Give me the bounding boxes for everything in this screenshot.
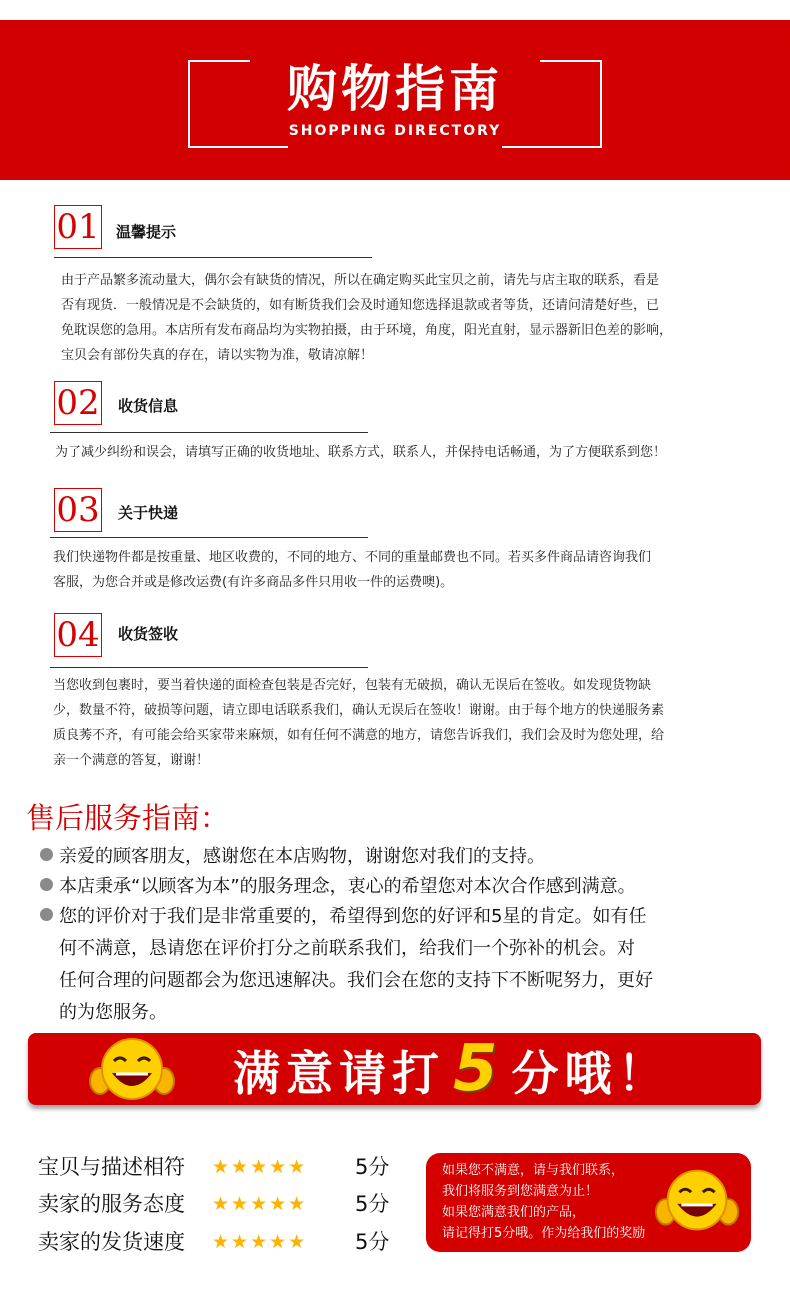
page-title: 购物指南 [287,60,503,118]
note-box: 如果您不满意，请与我们联系， 我们将服务到您满意为止！ 如果您满意我们的产品， 请记得打5分哦。作为给我们的奖励 [426,1153,751,1252]
rating-score: 5分 [355,1155,390,1179]
rating-score: 5分 [355,1230,390,1254]
star-rating: ★★★★★ [212,1156,308,1178]
rating-label: 卖家的服务态度 [38,1192,185,1216]
section-body: 由于产品繁多流动量大，偶尔会有缺货的情况，所以在确定购买此宝贝之前，请先与店主取的联系，看是 否有现货．一般情况是不会缺货的，如有断货我们会及时通知您选择退款或者等货，还请问清楚好些，已 免耽误您的急用。本店所有发布商品均为实物拍摄，由于环境，角度，阳光直射，显示器新旧色差的影响， 宝贝会有部份失真的存在，请以实物为准，敬请凉解！ [61,273,673,363]
section-title: 收货签收 [118,625,179,643]
list-item: 您的评价对于我们是非常重要的，希望得到您的好评和5星的肯定。如有任 何不满意，恳请您在评价打分之前联系我们，给我们一个弥补的机会。对 任何合理的问题都会为您迅速解决。我们会在您的支持下不断呢努力，更好 的为您服务。 [40,901,653,1029]
after-sales-title: 售后服务指南： [26,801,230,835]
bullet-icon [40,908,53,921]
rating-score: 5分 [355,1192,390,1216]
page-subtitle: SHOPPING DIRECTORY [288,123,502,139]
section-title: 关于快递 [118,504,179,522]
section-number: 01 [54,205,102,249]
list-item: 亲爱的顾客朋友，感谢您在本店购物，谢谢您对我们的支持。 [40,841,545,873]
section-divider [50,432,368,433]
section-number: 04 [54,613,102,657]
section-body: 当您收到包裹时，要当着快递的面检查包装是否完好，包装有无破损，确认无误后在签收。如发现货物缺 少，数量不符，破损等问题，请立即电话联系我们，确认无误后在签收！谢谢。由于每个地方的快递服务素 质良莠不齐，有可能会给买家带来麻烦，如有任何不满意的地方，请您告诉我们，我们会及时为您处理，给 亲一个满意的答复，谢谢！ [53,678,665,768]
section-divider [50,537,368,538]
section-number: 02 [54,381,102,425]
smiley-thumbs-up-icon [652,1163,742,1239]
star-rating: ★★★★★ [212,1193,308,1215]
section-body: 我们快递物件都是按重量、地区收费的，不同的地方、不同的重量邮费也不同。若买多件商品请咨询我们 客服，为您合并或是修改运费(有许多商品多件只用收一件的运费噢)。 [53,550,652,590]
section-body: 为了减少纠纷和误会，请填写正确的收货地址、联系方式，联系人，并保持电话畅通，为了方便联系到您！ [55,445,667,460]
section-number: 03 [54,488,102,532]
rating-banner [28,1033,761,1105]
star-rating: ★★★★★ [212,1231,308,1253]
section-divider [50,667,368,668]
smiley-thumbs-up-icon [86,1035,178,1105]
section-title: 收货信息 [118,397,179,415]
bullet-icon [40,878,53,891]
list-item: 本店秉承“以顾客为本”的服务理念，衷心的希望您对本次合作感到满意。 [40,871,636,903]
rating-label: 宝贝与描述相符 [38,1155,185,1179]
section-title: 温馨提示 [116,223,177,241]
section-divider [54,257,372,258]
banner-text: 满意请打 5 分哦！ [233,1032,671,1106]
rating-label: 卖家的发货速度 [38,1230,185,1254]
bullet-icon [40,848,53,861]
